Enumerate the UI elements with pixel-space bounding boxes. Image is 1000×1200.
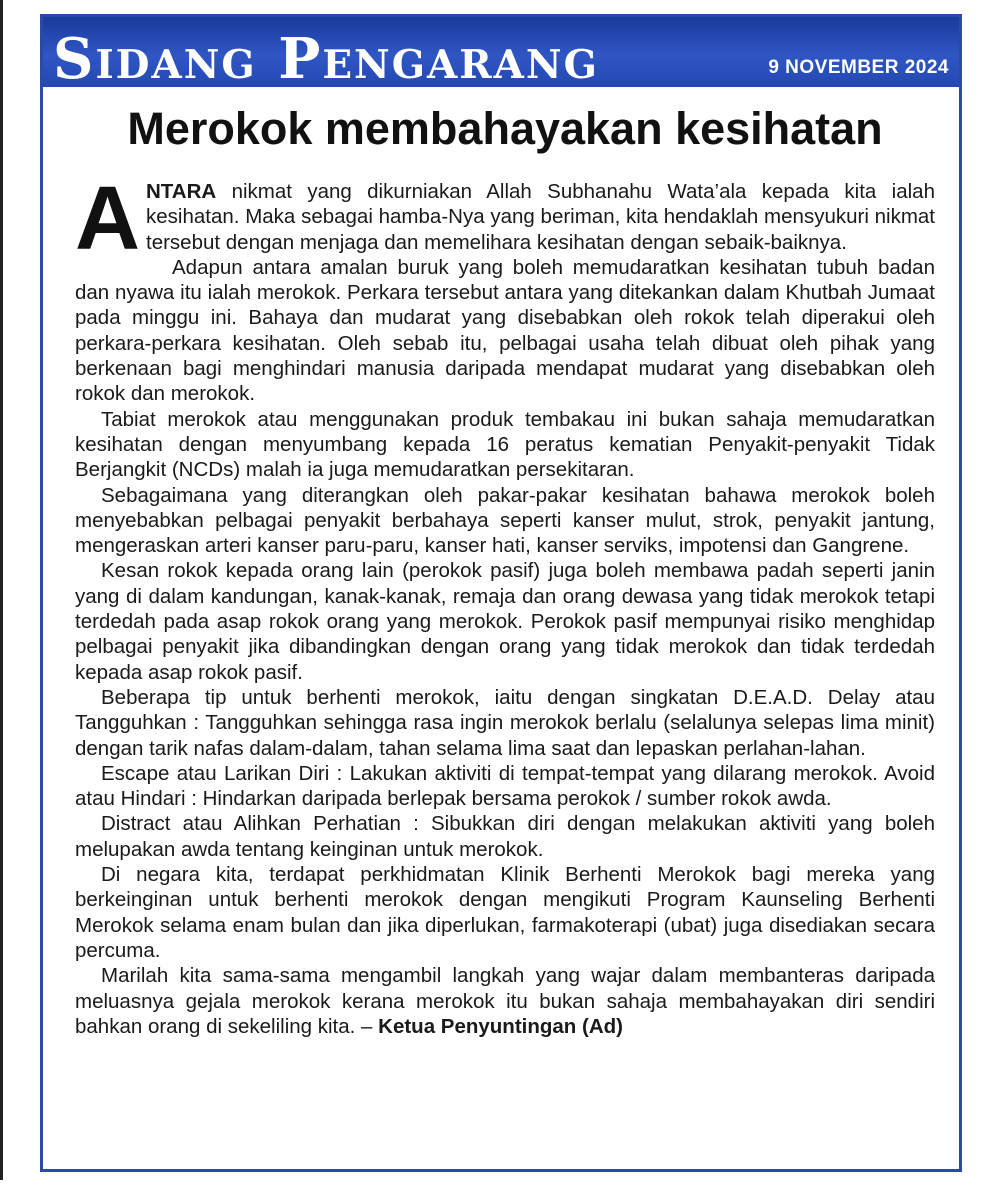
editorial-frame	[40, 14, 962, 1172]
lead-word: NTARA	[146, 180, 217, 203]
article-headline: Merokok membahayakan kesihatan	[127, 103, 883, 154]
article-paragraph-3: Tabiat merokok atau menggunakan produk tembakau ini bukan sahaja memudaratkan kesihatan dengan menyumbang kepada 16 peratus kematian Penyakit-penyakit Tidak Berjangkit (NCDs) malah ia juga memudaratkan persekitaran.	[75, 407, 935, 482]
article-paragraph-1	[75, 169, 935, 269]
article-body	[75, 169, 935, 1039]
paragraph-text: nikmat yang dikurniakan Allah Subhanahu Wata’ala kepada kita ialah kesihatan. Maka sebagai hamba-Nya yang beriman, kita hendaklah mensyukuri nikmat tersebut dengan menjaga dan memelihara kesihatan dengan sebaik-baiknya.	[146, 180, 935, 254]
article-paragraph-10	[75, 963, 935, 1039]
article-paragraph-7: Escape atau Larikan Diri : Lakukan aktiviti di tempat-tempat yang dilarang merokok. Avoid atau Hindari : Hindarkan daripada berlepak bersama perokok / sumber rokok awda.	[75, 761, 935, 811]
author-signature: Ketua Penyuntingan (Ad)	[378, 1014, 623, 1038]
article-paragraph-6: Beberapa tip untuk berhenti merokok, iaitu dengan singkatan D.E.A.D. Delay atau Tangguhkan : Tangguhkan sehingga rasa ingin merokok berlalu (selalunya selepas lima minit) dengan tarik nafas dalam-dalam, tahan selama lima saat dan lepaskan perlahan-lahan.	[75, 685, 935, 760]
paragraph-text: Marilah kita sama-sama mengambil langkah yang wajar dalam membanteras daripada meluasnya gejala merokok kerana merokok itu bukan sahaja membahayakan diri sendiri bahkan orang di sekeliling kita. –	[75, 964, 935, 1038]
drop-cap: A	[75, 169, 140, 269]
article-paragraph-2: Adapun antara amalan buruk yang boleh memudaratkan kesihatan tubuh badan dan nyawa itu ialah merokok. Perkara tersebut antara yang ditekankan dalam Khutbah Jumaat pada minggu ini. Bahaya dan mudarat yang disebabkan oleh rokok telah diperakui oleh perkara-perkara kesihatan. Oleh sebab itu, pelbagai usaha telah dibuat oleh pihak yang berkenaan bagi menghindari manusia daripada mendapat mudarat yang disebabkan oleh rokok dan merokok.	[75, 255, 935, 406]
column-banner	[43, 17, 959, 87]
article-paragraph-8: Distract atau Alihkan Perhatian : Sibukkan diri dengan melakukan aktiviti yang boleh melupakan awda tentang keinginan untuk merokok.	[75, 812, 935, 861]
publication-date: 9 NOVEMBER 2024	[768, 57, 949, 78]
page-edge-strip	[0, 0, 3, 1180]
column-title: Sidang Pengarang	[53, 26, 599, 87]
article-paragraph-9: Di negara kita, terdapat perkhidmatan Klinik Berhenti Merokok bagi mereka yang berkeinginan untuk berhenti merokok dengan mengikuti Program Kaunseling Berhenti Merokok selama enam bulan dan jika diperlukan, farmakoterapi (ubat) juga disediakan secara percuma.	[75, 863, 935, 962]
article-paragraph-4: Sebagaimana yang diterangkan oleh pakar-pakar kesihatan bahawa merokok boleh menyebabkan pelbagai penyakit berbahaya seperti kanser mulut, strok, penyakit jantung, mengeraskan arteri kanser paru-paru, kanser hati, kanser serviks, impotensi dan Gangrene.	[75, 483, 935, 558]
article-paragraph-5: Kesan rokok kepada orang lain (perokok pasif) juga boleh membawa padah seperti janin yang di dalam kandungan, kanak-kanak, remaja dan orang dewasa yang tidak merokok tetapi terdedah pada asap rokok orang yang merokok. Perokok pasif mempunyai risiko menghidap pelbagai penyakit jika dibandingkan dengan orang yang tidak merokok dan tidak terdedah kepada asap rokok pasif.	[75, 559, 935, 684]
